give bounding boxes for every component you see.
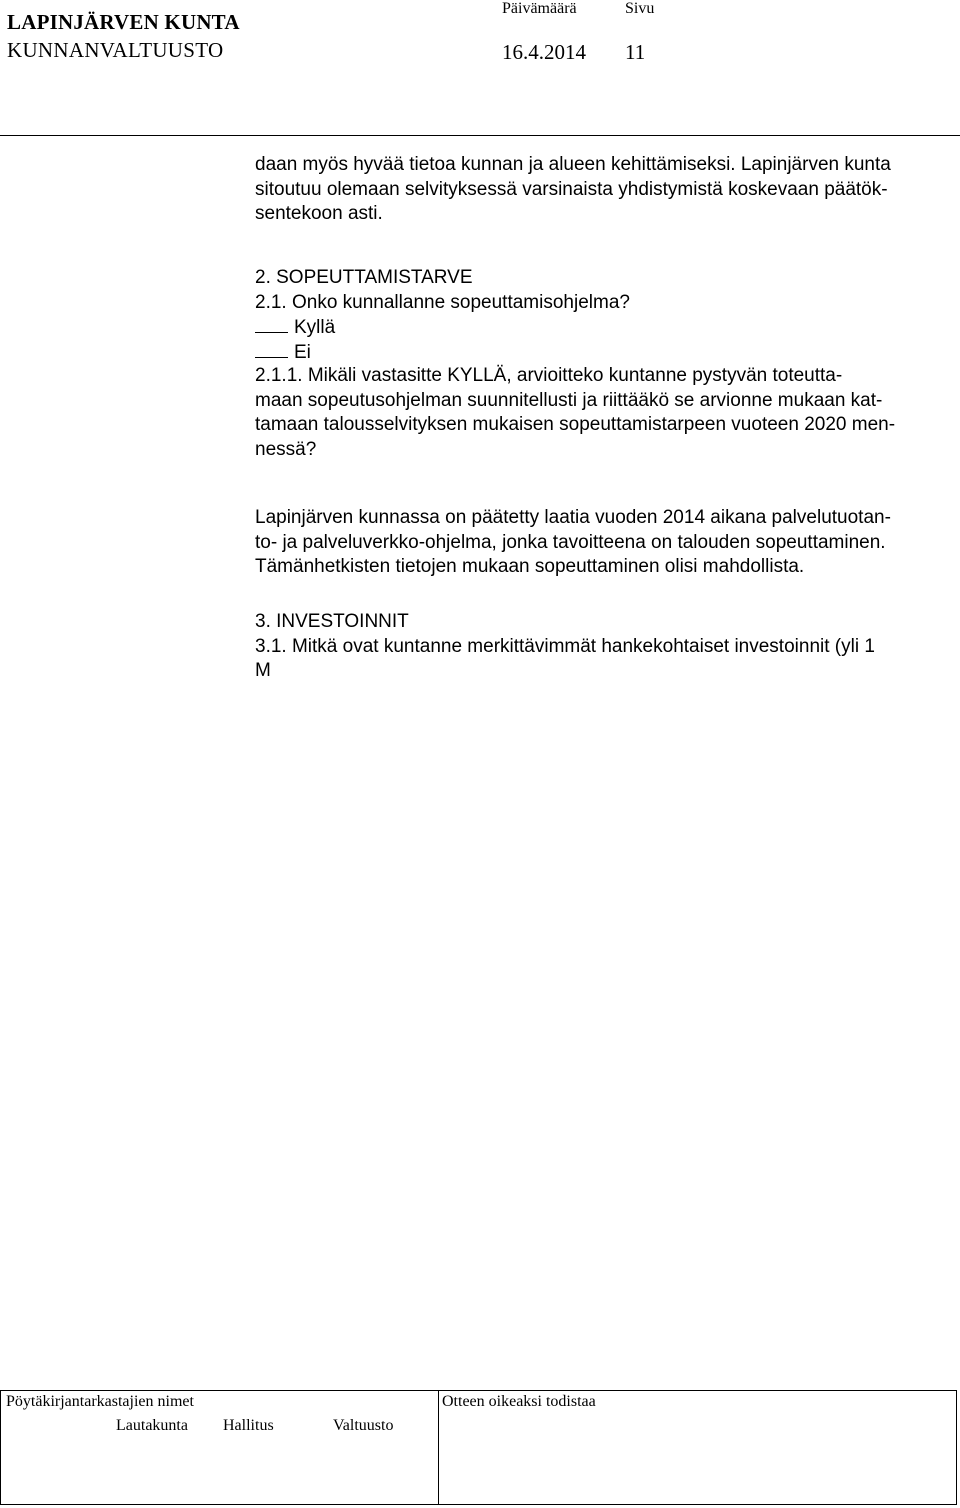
option-yes-label: Kyllä bbox=[294, 317, 336, 338]
section3-heading: 3. INVESTOINNIT bbox=[255, 611, 409, 632]
intro-line: sentekoon asti. bbox=[255, 203, 383, 224]
intro-paragraph bbox=[255, 153, 955, 227]
section2-heading: 2. SOPEUTTAMISTARVE bbox=[255, 267, 473, 288]
checkers-label: Pöytäkirjantarkastajien nimet bbox=[6, 1393, 194, 1410]
government-label: Hallitus bbox=[223, 1417, 274, 1434]
option-no bbox=[255, 340, 955, 365]
board-label: Lautakunta bbox=[116, 1417, 188, 1434]
question-2-1-1-line: tamaan talousselvityksen mukaisen sopeuttamistarpeen vuoteen 2020 men- bbox=[255, 414, 896, 435]
intro-line: sitoutuu olemaan selvityksessä varsinaista yhdistymistä koskevaan päätök- bbox=[255, 178, 888, 200]
answer-blank-yes bbox=[255, 315, 288, 333]
footer-divider bbox=[438, 1390, 439, 1504]
answer-line: Tämänhetkisten tietojen mukaan sopeuttaminen olisi mahdollista. bbox=[255, 556, 805, 577]
question-3-1-line: M bbox=[255, 660, 271, 681]
signature-footer bbox=[0, 1390, 960, 1508]
organization-name: LAPINJÄRVEN KUNTA bbox=[7, 10, 240, 34]
document-date: 16.4.2014 bbox=[502, 40, 586, 64]
question-2-1-1-line: nessä? bbox=[255, 438, 317, 460]
page-number: 11 bbox=[625, 40, 646, 64]
date-label: Päivämäärä bbox=[502, 0, 577, 17]
question-2-1-1-line: 2.1.1. Mikäli vastasitte KYLLÄ, arvioitteko kuntanne pystyvän toteutta- bbox=[255, 365, 843, 386]
section-3 bbox=[255, 610, 955, 684]
answer-line: to- ja palveluverkko-ohjelma, jonka tavoitteena on talouden sopeuttaminen. bbox=[255, 531, 886, 553]
answer-paragraph bbox=[255, 506, 955, 580]
header-divider bbox=[0, 135, 960, 136]
option-no-label: Ei bbox=[294, 341, 311, 363]
answer-blank-no bbox=[255, 340, 288, 358]
section-2 bbox=[255, 266, 955, 462]
intro-line: daan myös hyvää tietoa kunnan ja alueen kehittämiseksi. Lapinjärven kunta bbox=[255, 154, 891, 175]
question-3-1-line: 3.1. Mitkä ovat kuntanne merkittävimmät hankekohtaiset investoinnit (yli 1 bbox=[255, 635, 875, 657]
question-2-1-1-line: maan sopeutusohjelman suunnitellusti ja riittääkö se arvionne mukaan kat- bbox=[255, 389, 883, 411]
question-2-1: 2.1. Onko kunnallanne sopeuttamisohjelma? bbox=[255, 291, 630, 313]
council-name: KUNNANVALTUUSTO bbox=[7, 38, 224, 62]
council-label: Valtuusto bbox=[333, 1417, 394, 1434]
answer-line: Lapinjärven kunnassa on päätetty laatia vuoden 2014 aikana palvelutuotan- bbox=[255, 507, 891, 528]
certified-label: Otteen oikeaksi todistaa bbox=[442, 1393, 596, 1410]
option-yes bbox=[255, 315, 955, 340]
page-label: Sivu bbox=[625, 0, 655, 17]
